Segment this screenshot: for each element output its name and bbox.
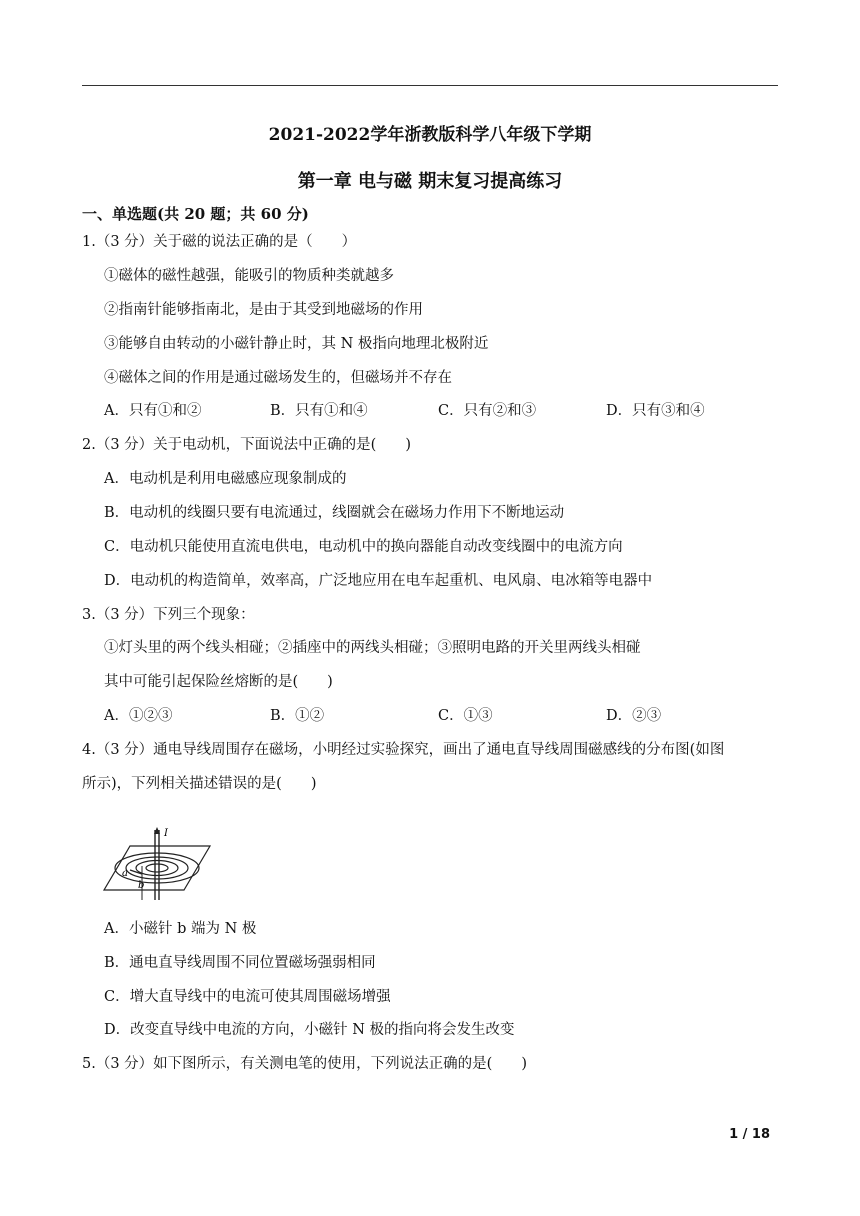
question-1-item-2: ②指南针能够指南北，是由于其受到地磁场的作用 [104,302,423,318]
question-1-option-b: B．只有①和④ [270,403,368,419]
question-1-item-3: ③能够自由转动的小磁针静止时，其 N 极指向地理北极附近 [104,336,489,352]
document-title: 2021-2022学年浙教版科学八年级下学期 [268,125,592,145]
magnetic-field-diagram [102,826,214,902]
question-2-stem: 2.（3 分）关于电动机，下面说法中正确的是( ) [82,437,411,453]
question-1-item-4: ④磁体之间的作用是通过磁场发生的，但磁场并不存在 [104,370,452,386]
needle-end-a-label: a [122,868,128,879]
question-4-option-a: A．小磁针 b 端为 N 极 [104,921,257,937]
question-5-stem: 5.（3 分）如下图所示，有关测电笔的使用，下列说法正确的是( ) [82,1056,527,1072]
current-label: I [164,828,168,839]
question-4-stem-continued: 所示)，下列相关描述错误的是( ) [82,776,317,792]
question-4-stem: 4.（3 分）通电导线周围存在磁场，小明经过实验探究，画出了通电直导线周围磁感线的分布图(如图 [82,742,725,758]
question-3-stem: 3.（3 分）下列三个现象： [82,607,255,623]
question-1-option-a: A．只有①和② [104,403,202,419]
question-3-option-a: A．①②③ [104,708,173,724]
question-1-option-d: D．只有③和④ [606,403,705,419]
question-3-item-2: 其中可能引起保险丝熔断的是( ) [104,674,333,690]
document-subtitle: 第一章 电与磁 期末复习提高练习 [297,171,563,192]
page-number: 1 / 18 [729,1127,770,1142]
question-3-option-c: C．①③ [438,708,493,724]
question-1-option-c: C．只有②和③ [438,403,537,419]
question-2-option-d: D．电动机的构造简单，效率高，广泛地应用在电车起重机、电风扇、电冰箱等电器中 [104,573,653,589]
question-3-item-1: ①灯头里的两个线头相碰；②插座中的两线头相碰；③照明电路的开关里两线头相碰 [104,640,641,656]
question-2-option-a: A．电动机是利用电磁感应现象制成的 [104,471,347,487]
question-1-stem: 1.（3 分）关于磁的说法正确的是（ ） [82,234,357,250]
section-heading: 一、单选题(共 20 题；共 60 分) [82,205,309,223]
question-2-option-b: B．电动机的线圈只要有电流通过，线圈就会在磁场力作用下不断地运动 [104,505,565,521]
question-4-option-b: B．通电直导线周围不同位置磁场强弱相同 [104,955,376,971]
question-2-option-c: C．电动机只能使用直流电供电，电动机中的换向器能自动改变线圈中的电流方向 [104,539,623,555]
needle-end-b-label: b [138,880,145,891]
question-1-item-1: ①磁体的磁性越强，能吸引的物质种类就越多 [104,268,394,284]
question-4-option-d: D．改变直导线中电流的方向，小磁针 N 极的指向将会发生改变 [104,1022,515,1038]
header-rule [82,85,778,86]
question-3-option-d: D．②③ [606,708,662,724]
question-3-option-b: B．①② [270,708,325,724]
question-4-option-c: C．增大直导线中的电流可使其周围磁场增强 [104,989,391,1005]
